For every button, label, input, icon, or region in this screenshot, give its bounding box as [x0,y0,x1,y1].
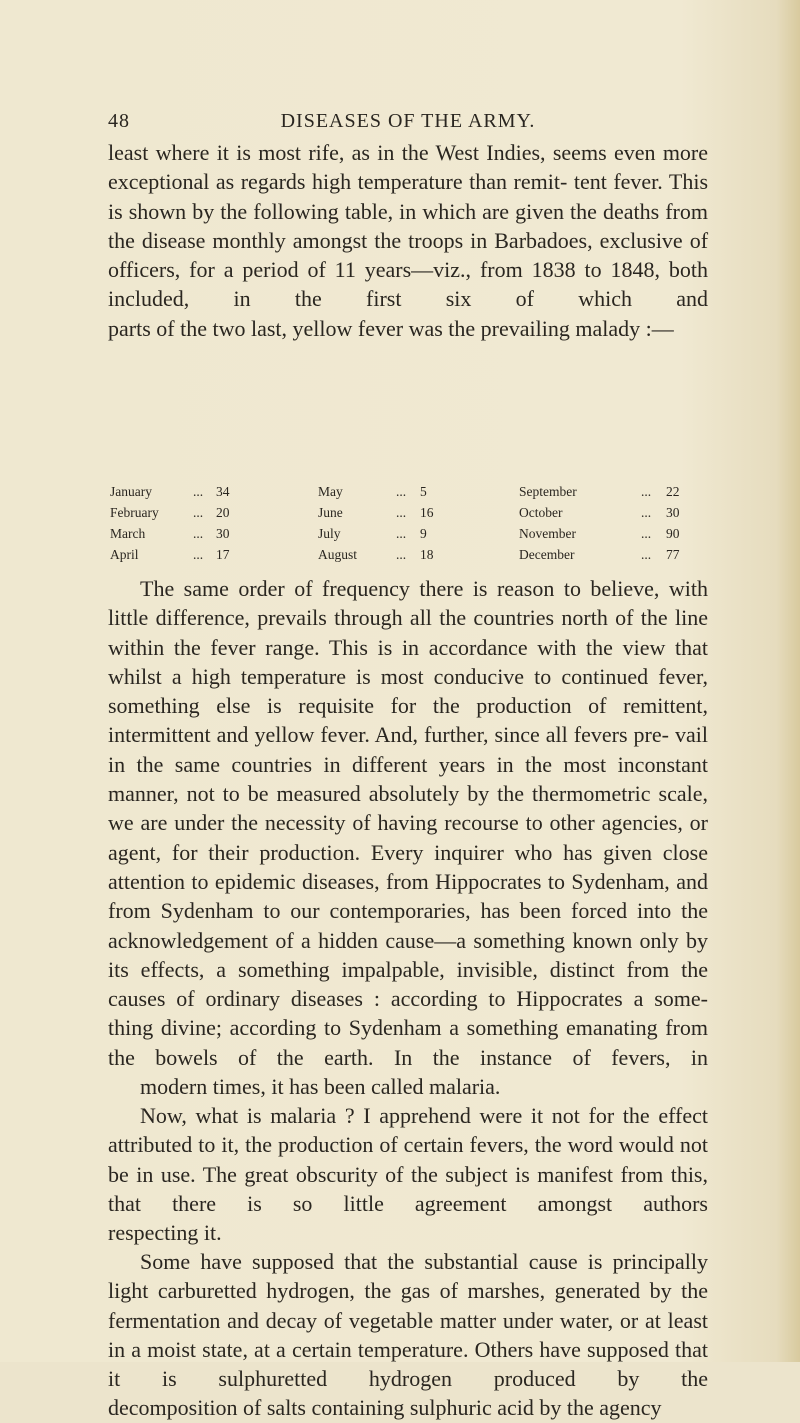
text-line: more exceptional as regards high temperature than remit- [108,140,709,195]
month-label: September [519,484,577,499]
leader-dots: ... [641,484,652,499]
text-line: from the bowels of the earth. In the instance of fevers, in [108,1015,708,1070]
text-line: Some have supposed that the substantial cause is principally [140,1249,708,1274]
text-line: we are under the necessity of having recourse to other agencies, or [108,810,708,836]
text-line: tent fever. This is shown by the following table, in which are [108,169,709,224]
text-line: from this, that there is so little agreement amongst authors [108,1161,708,1216]
text-line: agent, for their production. Every inquirer who has given close [108,839,708,865]
text-line: at least in a moist state, at a certain temperature. Others have [108,1307,708,1362]
text-line: The same order of frequency there is reason to believe, with [140,576,708,601]
death-count: 34 [216,484,230,499]
leader-dots: ... [193,547,204,562]
death-count: 90 [666,526,680,541]
death-count: 30 [666,505,680,520]
death-count: 18 [420,547,434,562]
table-row [108,505,708,526]
month-label: December [519,547,575,562]
leader-dots: ... [396,547,407,562]
text-line: parts of the two last, yellow fever was the prevailing malady :— [108,315,674,341]
text-line: decomposition of salts containing sulphuric acid by the agency [108,1395,662,1421]
table-row [108,547,708,568]
running-title: DISEASES OF THE ARMY. [280,110,536,132]
leader-dots: ... [641,547,652,562]
month-label: June [318,505,343,520]
paragraph-what-is-malaria [108,1101,708,1247]
text-line: vail in the same countries in different years in the most inconstant [108,722,708,777]
text-line: supposed that it is sulphuretted hydrogen produced by the [108,1336,708,1392]
table-row [108,526,708,547]
text-line: Now, what is malaria ? I apprehend were it not for the effect [140,1103,708,1128]
month-label: February [110,505,159,520]
leader-dots: ... [193,505,204,520]
page-number: 48 [108,110,130,132]
running-header [108,110,708,140]
paragraph-intro [108,138,708,343]
paragraph-hypotheses [108,1247,708,1423]
text-line: by its effects, a something impalpable, invisible, distinct from the [108,927,708,982]
month-label: May [318,484,343,499]
leader-dots: ... [641,505,652,520]
text-line: and from Sydenham to our contemporaries, has been forced into [108,868,708,924]
text-line: the fermentation and decay of vegetable matter under water, or [108,1278,708,1333]
text-line: given the deaths from the disease monthly amongst the troops [108,198,708,253]
death-count: 20 [216,505,230,520]
leader-dots: ... [641,526,652,541]
month-label: July [318,526,341,541]
death-count: 30 [216,526,230,541]
leader-dots: ... [396,505,407,520]
text-line: light carburetted hydrogen, the gas of marshes, generated by [108,1278,672,1304]
text-line: attention to epidemic diseases, from Hippocrates to Sydenham, [108,868,670,894]
text-line: intermittent and yellow fever. And, further, since all fevers pre- [108,722,669,748]
month-label: March [110,526,146,541]
text-line: manner, not to be measured absolutely by the thermometric scale, [108,781,708,807]
month-label: October [519,505,563,520]
death-count: 77 [666,547,680,562]
paragraph-order-of-frequency [108,574,708,1101]
leader-dots: ... [396,484,407,499]
leader-dots: ... [193,484,204,499]
text-line: from 1838 to 1848, both included, in the first six of which and [108,257,708,312]
text-line: fever, something else is requisite for the production of remittent, [108,663,709,719]
text-line: not be in use. The great obscurity of the subject is manifest [108,1132,709,1187]
death-count: 22 [666,484,680,499]
death-count: 5 [420,484,427,499]
month-label: January [110,484,152,499]
text-line: thing divine; according to Sydenham a something emanating [108,1015,658,1041]
leader-dots: ... [396,526,407,541]
monthly-deaths-table [108,484,708,568]
death-count: 16 [420,505,434,520]
text-line: little difference, prevails through all the countries north of the [108,605,668,631]
month-label: November [519,526,576,541]
leader-dots: ... [193,526,204,541]
text-line: the acknowledgement of a hidden cause—a something known only [108,898,709,953]
month-label: April [110,547,139,562]
death-count: 9 [420,526,427,541]
text-line: that whilst a high temperature is most conducive to continued [108,634,708,689]
month-label: August [318,547,358,562]
text-line: modern times, it has been called malaria. [140,1074,501,1100]
text-line: attributed to it, the production of certain fevers, the word would [108,1132,674,1158]
death-count: 17 [216,547,230,562]
text-line: least where it is most rife, as in the West Indies, seems even [108,140,656,165]
table-row [108,484,708,505]
text-line: line within the fever range. This is in accordance with the view [108,605,709,660]
text-line: respecting it. [108,1220,222,1246]
text-line: causes of ordinary diseases : according to Hippocrates a some- [108,986,708,1012]
text-line: in Barbadoes, exclusive of officers, for a period of 11 years—viz., [108,227,709,283]
